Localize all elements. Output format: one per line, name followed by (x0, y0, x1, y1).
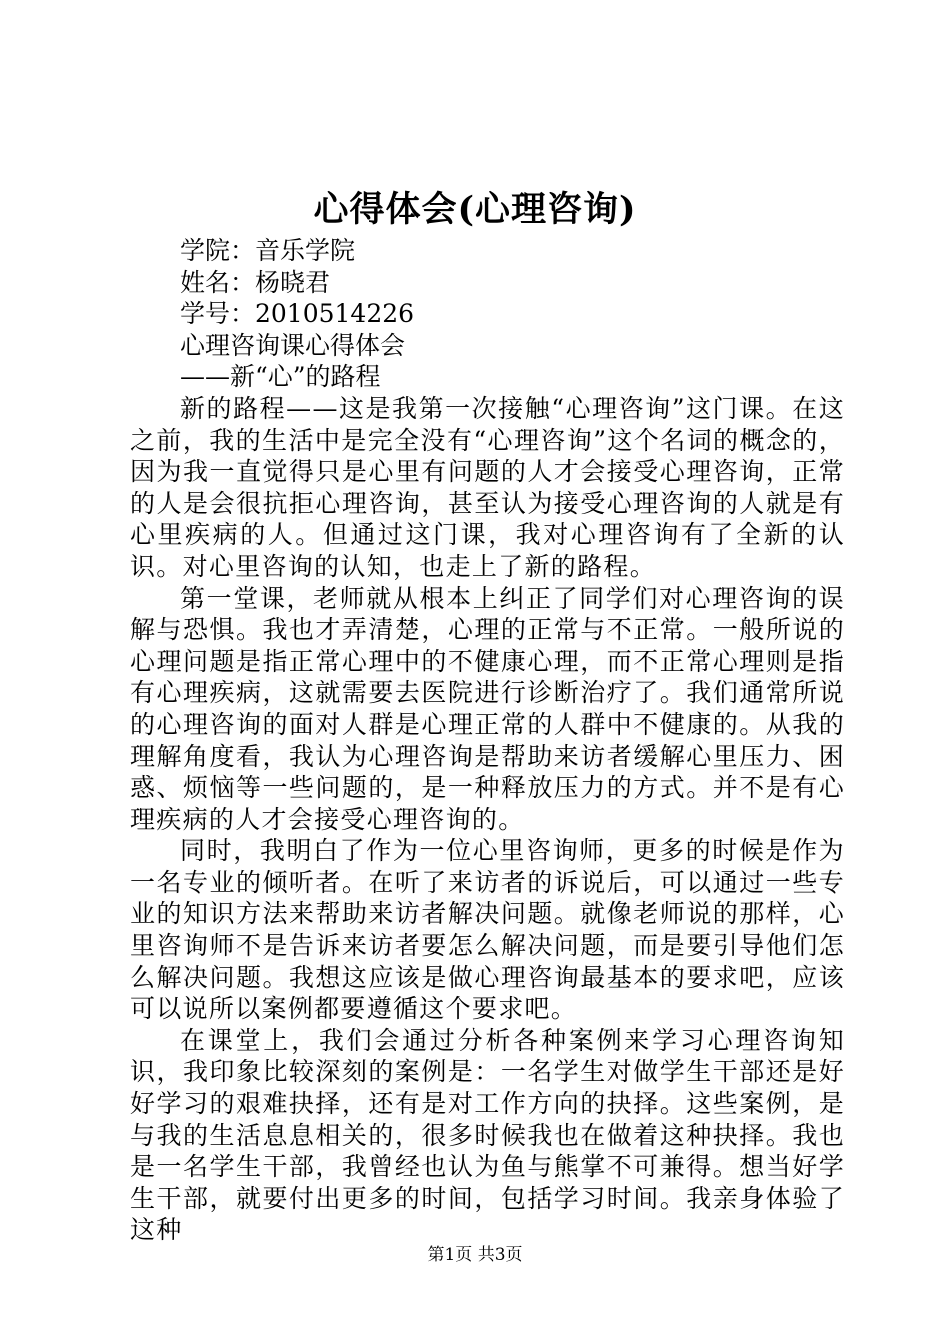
paragraph-1: 新的路程——这是我第一次接触“心理咨询”这门课。在这之前，我的生活中是完全没有“心理咨询”这个名词的概念的，因为我一直觉得只是心里有问题的人才会接受心理咨询，正常的人是会很抗拒心理咨询，甚至认为接受心理咨询的人就是有心里疾病的人。但通过这门课，我对心理咨询有了全新的认识。对心里咨询的认知，也走上了新的路程。 (130, 393, 845, 581)
name-line: 姓名：杨晓君 (180, 267, 331, 297)
college-line: 学院：音乐学院 (180, 236, 356, 265)
paragraph-4: 在课堂上，我们会通过分析各种案例来学习心理咨询知识，我印象比较深刻的案例是：一名学生对做学生干部还是好好学习的艰难抉择，还有是对工作方向的抉择。这些案例，是与我的生活息息相关的，很多时候我也在做着这种抉择。我也是一名学生干部，我曾经也认为鱼与熊掌不可兼得。想当好学生干部，就要付出更多的时间，包括学习时间。我亲身体验了这种 (130, 1025, 845, 1245)
sub-subtitle-line: ——新“心”的路程 (180, 362, 381, 392)
paragraph-3: 同时，我明白了作为一位心里咨询师，更多的时候是作为一名专业的倾听者。在听了来访者的诉说后，可以通过一些专业的知识方法来帮助来访者解决问题。就像老师说的那样，心里咨询师不是告诉来访者要怎么解决问题，而是要引导他们怎么解决问题。我想这应该是做心理咨询最基本的要求吧，应该可以说所以案例都要遵循这个要求吧。 (130, 836, 845, 1024)
subtitle-line: 心理咨询课心得体会 (180, 330, 406, 360)
page-number-footer: 第1页 共3页 (427, 1245, 523, 1265)
student-id-line: 学号：2010514226 (180, 299, 415, 329)
document-title: 心得体会(心理咨询) (313, 189, 637, 230)
document-body (130, 235, 845, 1246)
paragraph-2: 第一堂课，老师就从根本上纠正了同学们对心理咨询的误解与恐惧。我也才弄清楚，心理的正常与不正常。一般所说的心理问题是指正常心理中的不健康心理，而不正常心理则是指有心理疾病，这就需要去医院进行诊断治疗了。我们通常所说的心理咨询的面对人群是心理正常的人群中不健康的。从我的理解角度看，我认为心理咨询是帮助来访者缓解心里压力、困惑、烦恼等一些问题的，是一种释放压力的方式。并不是有心理疾病的人才会接受心理咨询的。 (130, 583, 845, 834)
